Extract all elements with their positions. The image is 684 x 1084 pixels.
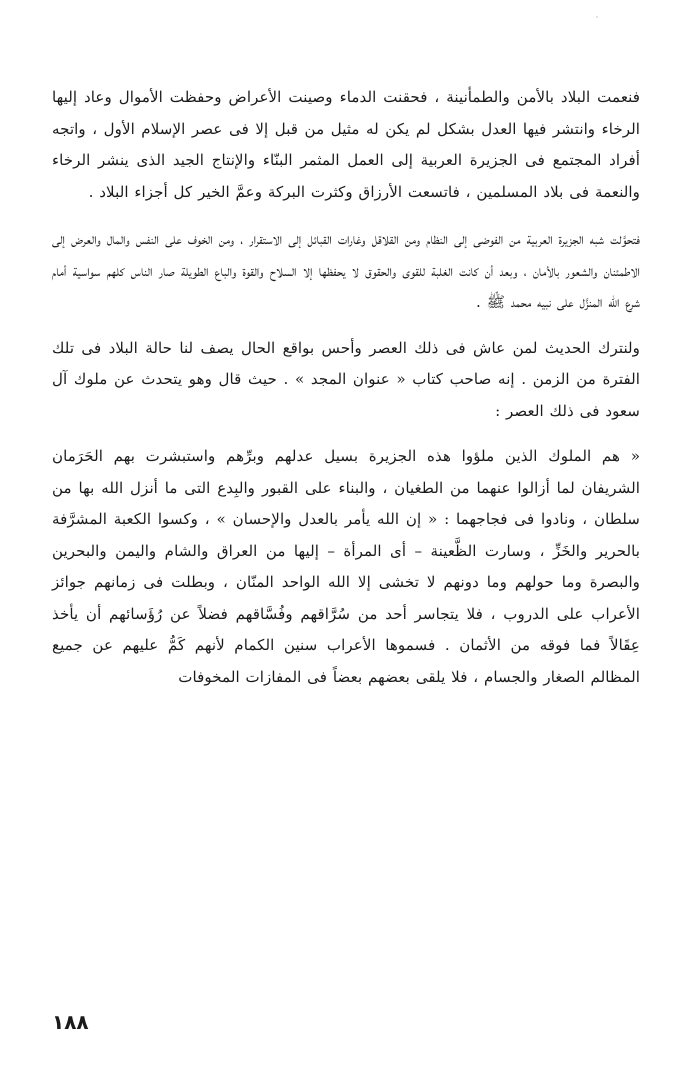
page-number: ١٨٨ [52,1010,89,1034]
paragraph-3: ولنترك الحديث لمن عاش فى ذلك العصر وأحس بواقع الحال يصف لنا حالة البلاد فى تلك الفترة من الزمن . إنه صاحب كتاب « عنوان المجد » . حيث قال وهو يتحدث عن ملوك آل سعود فى ذلك العصر : [52,338,640,420]
quote-paragraph: « هم الملوك الذين ملؤوا هذه الجزيرة بسيل عدلهم وبرِّهم واستبشرت بهم الحَرَمان الشريفان لما أزالوا عنهما من الطغيان ، والبناء على القبور والبِدع التى ما أنزل الله بها من سلطان ، ونادوا فى فجاجهما : « إن الله يأمر بالعدل والإحسان » ، وكسوا الكعبة المشرَّفة بالحرير والخَزِّ ، وسارت الظَّعينة – أى المرأة – إليها من العراق والشام واليمن والبحرين والبصرة وما حولهم وما دونهم لا تخشى إلا الله الواحد المنّان ، وبطلت فى زمانهم جوائز الأعراب على الدروب ، فلا يتجاسر أحد من سُرَّاقهم وفُسَّاقهم فضلاً عن رُؤَسائهم أن يأخذ عِقَالاً فما فوقه من الأثمان . فسموها الأعراب سنين الكمام لأنهم كَمُّ عليهم عن جميع المظالم الصغار والجسام ، فلا يلقى بعضهم بعضاً فى المفازات المخوفات [52,447,640,686]
page-body [52,82,640,693]
scan-mark [596,16,598,18]
paragraph-1: فنعمت البلاد بالأمن والطمأنينة ، فحقنت الدماء وصينت الأعراض وحفظت الأموال وعاد إليها الرخاء وانتشر فيها العدل بشكل لم يكن له مثيل من قبل إلا فى عصر الإسلام الأول ، واتجه أفراد المجتمع فى الجزيرة العربية إلى العمل المثمر البنّاء والإنتاج الجيد الذى ينشر الرخاء والنعمة فى بلاد المسلمين ، فاتسعت الأرزاق وكثرت البركة وعمَّ الخير كل أجزاء البلاد . [52,88,640,201]
paragraph-2: فتحوَّلت شبه الجزيرة العربية من الفوضى إلى النظام ومن القلاقل وغارات القبائل إلى الاستقرار ، ومن الخوف على النفس والمال والعرض إلى الاطمئنان والشعور بالأمان ، وبعد أن كانت الغلبة للقوى والحقوق لا يحفظها إلا السلاح والقوة والباع الطويلة صار الناس كلهم سواسية أمام شرع الله المنزَّل على نبيه محمد ﷺ . [52,230,640,311]
